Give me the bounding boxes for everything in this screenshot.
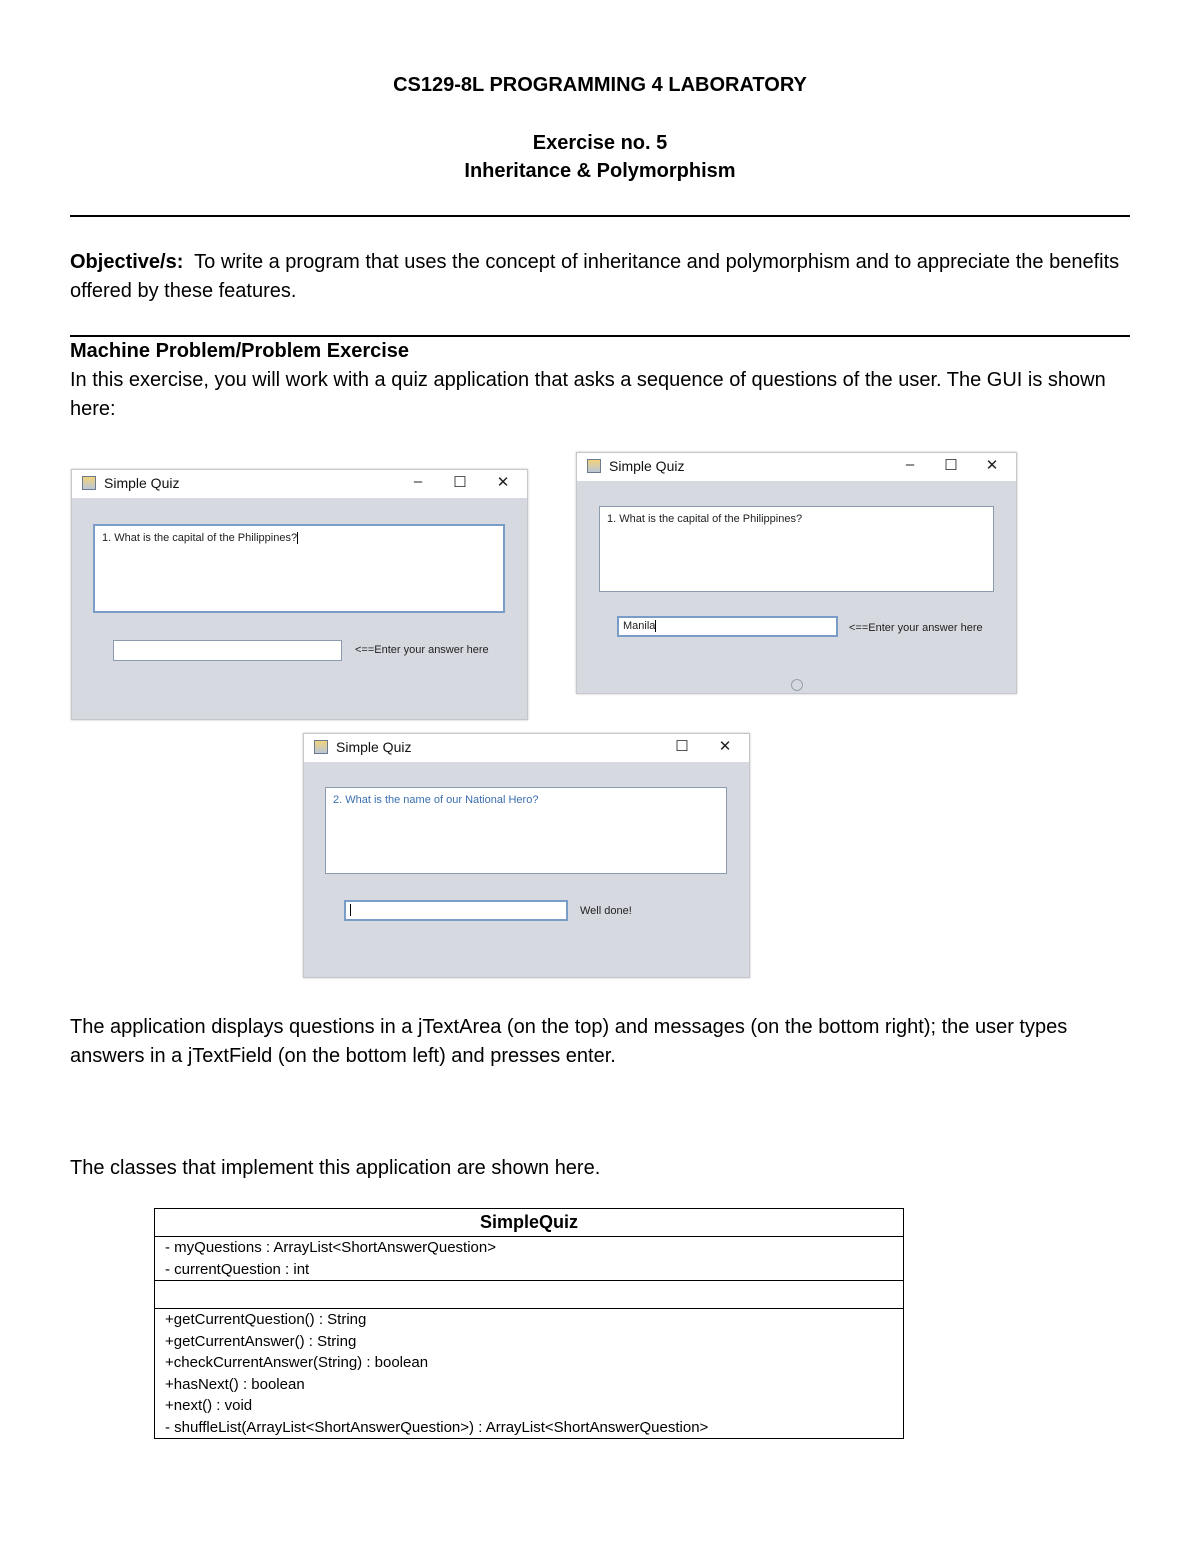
question-text-area[interactable] bbox=[93, 524, 505, 613]
maximize-icon[interactable]: ☐ bbox=[944, 457, 958, 474]
uml-class-diagram bbox=[154, 1208, 904, 1439]
answer-text: Manila bbox=[623, 620, 656, 632]
java-app-icon bbox=[82, 476, 96, 490]
uml-methods bbox=[155, 1309, 904, 1439]
objective-label: Objective/s: bbox=[70, 251, 184, 273]
uml-method: +checkCurrentAnswer(String) : boolean bbox=[165, 1354, 429, 1371]
minimize-icon[interactable]: – bbox=[413, 473, 423, 490]
java-app-icon bbox=[587, 459, 601, 473]
window-titlebar bbox=[72, 470, 527, 498]
uml-class-name: SimpleQuiz bbox=[155, 1209, 904, 1237]
uml-method: +next() : void bbox=[165, 1397, 253, 1414]
maximize-icon[interactable]: ☐ bbox=[453, 474, 467, 491]
cursor-icon bbox=[791, 679, 803, 691]
message-label: <==Enter your answer here bbox=[849, 622, 983, 634]
window-titlebar bbox=[304, 734, 749, 762]
objective-text: To write a program that uses the concept of inheritance and polymorphism and to appreciate the benefits offered by these features. bbox=[70, 251, 1120, 302]
machine-problem-heading: Machine Problem/Problem Exercise bbox=[70, 340, 410, 362]
uml-method: +getCurrentQuestion() : String bbox=[165, 1311, 367, 1328]
window-title: Simple Quiz bbox=[104, 475, 180, 491]
quiz-window-3 bbox=[303, 733, 750, 978]
header-divider bbox=[70, 215, 1130, 217]
classes-intro: The classes that implement this application are shown here. bbox=[70, 1157, 601, 1179]
close-icon[interactable]: ✕ bbox=[496, 474, 510, 491]
uml-method: - shuffleList(ArrayList<ShortAnswerQuestion>) : ArrayList<ShortAnswerQuestion> bbox=[165, 1418, 709, 1436]
objective-paragraph bbox=[70, 248, 1130, 306]
close-icon[interactable]: ✕ bbox=[985, 457, 999, 474]
exercise-topic: Inheritance & Polymorphism bbox=[464, 160, 736, 182]
uml-attributes bbox=[155, 1237, 904, 1281]
uml-empty-row bbox=[155, 1281, 904, 1309]
uml-attribute: - myQuestions : ArrayList<ShortAnswerQuestion> bbox=[165, 1239, 496, 1256]
quiz-window-2 bbox=[576, 452, 1017, 694]
java-app-icon bbox=[314, 740, 328, 754]
quiz-window-1 bbox=[71, 469, 528, 720]
machine-problem-intro: In this exercise, you will work with a quiz application that asks a sequence of questions of the user. The GUI is shown here: bbox=[70, 369, 1106, 420]
question-text-area[interactable]: 1. What is the capital of the Philippines? bbox=[599, 506, 994, 592]
minimize-icon[interactable]: – bbox=[905, 456, 915, 473]
course-title: CS129-8L PROGRAMMING 4 LABORATORY bbox=[393, 74, 807, 96]
application-description: The application displays questions in a jTextArea (on the top) and messages (on the bottom right); the user types answers in a jTextField (on the bottom left) and presses enter. bbox=[70, 1016, 1068, 1067]
answer-text-field[interactable] bbox=[617, 616, 838, 637]
message-label: <==Enter your answer here bbox=[355, 644, 489, 656]
question-text: 1. What is the capital of the Philippines? bbox=[102, 532, 298, 544]
question-text-area[interactable]: 2. What is the name of our National Hero? bbox=[325, 787, 727, 874]
answer-text-field[interactable] bbox=[113, 640, 342, 661]
text-caret bbox=[655, 620, 656, 632]
maximize-icon[interactable]: ☐ bbox=[675, 738, 689, 755]
uml-attribute: - currentQuestion : int bbox=[165, 1260, 310, 1278]
uml-method: +hasNext() : boolean bbox=[165, 1375, 305, 1393]
message-label: Well done! bbox=[580, 905, 632, 917]
uml-method: +getCurrentAnswer() : String bbox=[165, 1332, 357, 1350]
exercise-number: Exercise no. 5 bbox=[532, 132, 668, 154]
text-caret bbox=[297, 532, 298, 544]
close-icon[interactable]: ✕ bbox=[718, 738, 732, 755]
window-titlebar bbox=[577, 453, 1016, 481]
answer-text-field[interactable] bbox=[344, 900, 568, 921]
window-title: Simple Quiz bbox=[336, 739, 412, 755]
window-title: Simple Quiz bbox=[609, 458, 685, 474]
text-caret bbox=[350, 904, 351, 916]
